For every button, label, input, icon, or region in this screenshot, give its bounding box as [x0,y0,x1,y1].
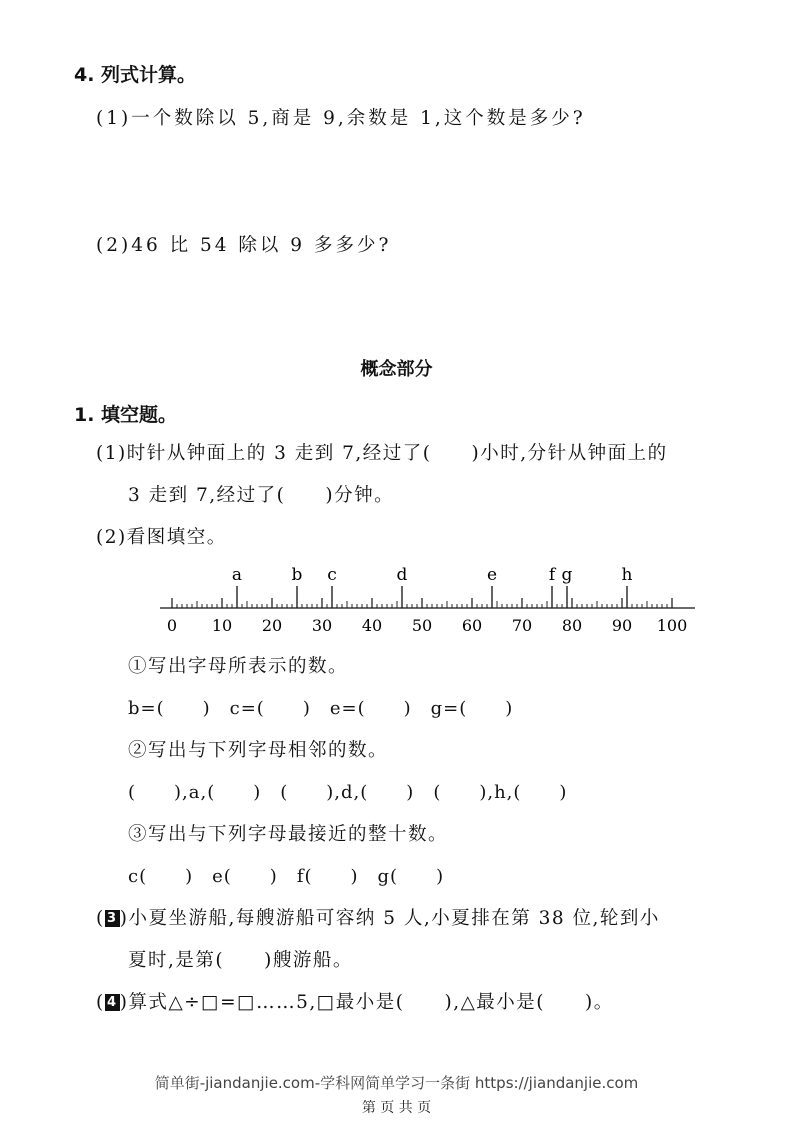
section-4-heading: 4. 列式计算。 [74,64,197,86]
question-1-1-line2: 3 走到 7,经过了( )分钟。 [128,485,395,506]
question-1-4-text: 算式△÷□=□……5,□最小是( ),△最小是( )。 [128,992,614,1013]
tick-label: 80 [561,616,583,635]
tick-label: 10 [211,616,233,635]
number-line [150,556,710,646]
marker-g-label: g [561,565,573,585]
marker-c-label: c [327,565,337,585]
marker-h-label: h [621,565,633,585]
question-1-1-line1: (1)时针从钟面上的 3 走到 7,经过了( )小时,分针从钟面上的 [96,443,668,464]
question-1-3-line2: 夏时,是第( )艘游船。 [128,950,353,971]
question-1-2-intro: (2)看图填空。 [96,527,227,548]
marker-b-label: b [291,565,303,585]
question-1-3-line1: ( 3 )小夏坐游船,每艘游船可容纳 5 人,小夏排在第 38 位,轮到小 [96,908,660,929]
tick-label: 30 [311,616,333,635]
sub-question-2-answers: ( ),a,( ) ( ),d,( ) ( ),h,( ) [128,782,568,803]
sub-question-3-answers: c( ) e( ) f( ) g( ) [128,866,445,887]
marker-d-label: d [396,565,408,585]
concept-section-title: 概念部分 [360,359,433,380]
question-1-3-text: 小夏坐游船,每艘游船可容纳 5 人,小夏排在第 38 位,轮到小 [128,908,660,929]
section-1-heading: 1. 填空题。 [74,404,178,426]
footer-watermark: 简单街-jiandanjie.com-学科网简单学习一条街 https://jiandanjie.com [154,1074,639,1092]
question-number-badge: 3 [105,910,120,927]
sub-question-2-title: ②写出与下列字母相邻的数。 [128,740,389,761]
tick-label: 100 [656,616,688,635]
marker-a-label: a [231,565,243,585]
sub-question-3-title: ③写出与下列字母最接近的整十数。 [128,824,449,845]
tick-label: 0 [166,616,178,635]
marker-e-label: e [486,565,498,585]
marker-f-label: f [548,565,556,585]
tick-label: 50 [411,616,433,635]
sub-question-1-answers: b=( ) c=( ) e=( ) g=( ) [128,698,514,719]
tick-label: 40 [361,616,383,635]
tick-label: 90 [611,616,633,635]
tick-label: 70 [511,616,533,635]
tick-label: 60 [461,616,483,635]
question-number-badge: 4 [105,994,120,1011]
question-4-1: (1)一个数除以 5,商是 9,余数是 1,这个数是多少? [96,108,586,129]
tick-label: 20 [261,616,283,635]
footer-page-number: 第 页 共 页 [361,1100,432,1116]
sub-question-1-title: ①写出字母所表示的数。 [128,656,349,677]
question-1-4: ( 4 )算式△÷□=□……5,□最小是( ),△最小是( )。 [96,992,614,1013]
question-4-2: (2)46 比 54 除以 9 多多少? [96,235,392,256]
